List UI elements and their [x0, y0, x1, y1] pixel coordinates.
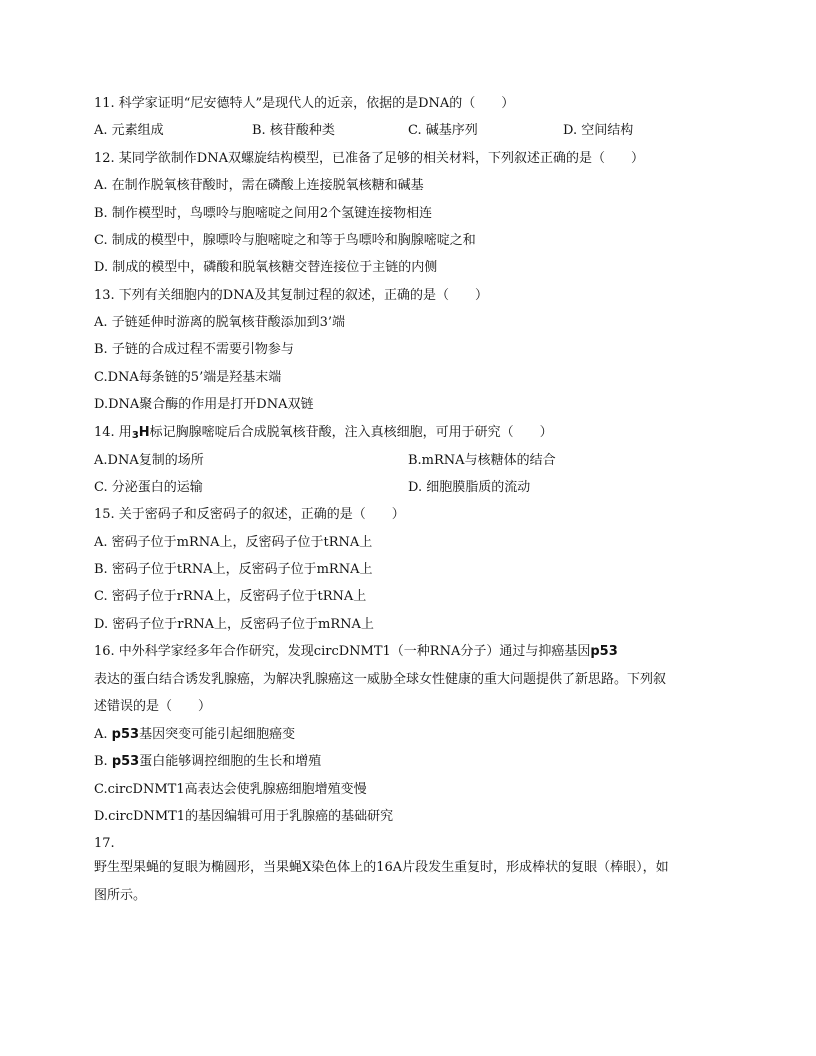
q17-text-line1: 野生型果蝇的复眼为椭圆形，当果蝇X染色体上的16A片段发生重复时，形成棒状的复眼（棒眼），如	[94, 860, 669, 875]
q14-isotope-element: H	[138, 425, 150, 440]
q14-option-b: B.mRNA与核糖体的结合	[408, 453, 556, 468]
q13-option-d: D.DNA聚合酶的作用是打开DNA双链	[94, 397, 314, 412]
q12-option-c: C. 制成的模型中，腺嘌呤与胞嘧啶之和等于鸟嘌呤和胸腺嘧啶之和	[94, 233, 476, 248]
q14-stem	[94, 424, 553, 445]
q11-option-d: D. 空间结构	[563, 123, 634, 138]
q14-isotope	[132, 425, 150, 440]
q11-option-a: A. 元素组成	[94, 123, 164, 138]
q14-stem-prefix: 14. 用	[94, 425, 132, 440]
q16-option-c: C.circDNMT1高表达会使乳腺癌细胞增殖变慢	[94, 782, 367, 797]
q13-option-c: C.DNA每条链的5’端是羟基末端	[94, 370, 282, 385]
q16-option-a-label: A.	[94, 727, 112, 742]
q16-option-a	[94, 726, 295, 744]
q12-option-d: D. 制成的模型中，磷酸和脱氧核糖交替连接位于主链的内侧	[94, 260, 438, 275]
q16-option-b-text: 蛋白能够调控细胞的生长和增殖	[139, 754, 322, 769]
q13-stem: 13. 下列有关细胞内的DNA及其复制过程的叙述，正确的是（ ）	[94, 288, 488, 303]
q13-option-b: B. 子链的合成过程不需要引物参与	[94, 342, 294, 357]
q15-option-a: A. 密码子位于mRNA上，反密码子位于tRNA上	[94, 535, 373, 550]
q16-option-b-label: B.	[94, 754, 112, 769]
q16-option-d: D.circDNMT1的基因编辑可用于乳腺癌的基础研究	[94, 809, 394, 824]
q14-stem-suffix: 标记胸腺嘧啶后合成脱氧核苷酸，注入真核细胞，可用于研究（ ）	[149, 425, 553, 440]
q14-option-a: A.DNA复制的场所	[94, 453, 204, 468]
q15-option-d: D. 密码子位于rRNA上，反密码子位于mRNA上	[94, 617, 374, 632]
q16-stem-line3: 述错误的是（ ）	[94, 699, 212, 714]
q16-option-b	[94, 753, 321, 771]
q15-option-b: B. 密码子位于tRNA上，反密码子位于mRNA上	[94, 562, 373, 577]
q12-option-a: A. 在制作脱氧核苷酸时，需在磷酸上连接脱氧核糖和碱基	[94, 178, 424, 193]
q14-isotope-mass: 3	[131, 430, 139, 441]
q16-stem-line1	[94, 643, 618, 661]
q17-text-line2: 图所示。	[94, 888, 147, 903]
q11-option-c: C. 碱基序列	[408, 123, 478, 138]
q16-gene: p53	[590, 644, 618, 659]
q15-option-c: C. 密码子位于rRNA上，反密码子位于tRNA上	[94, 589, 367, 604]
q17-number: 17.	[94, 836, 115, 851]
q16-option-a-gene: p53	[111, 727, 140, 742]
q11-option-b: B. 核苷酸种类	[252, 123, 335, 138]
q12-option-b: B. 制作模型时，鸟嘌呤与胞嘧啶之间用2个氢键连接物相连	[94, 206, 433, 221]
q15-stem: 15. 关于密码子和反密码子的叙述，正确的是（ ）	[94, 507, 405, 522]
q14-option-d: D. 细胞膜脂质的流动	[408, 480, 531, 495]
q12-stem: 12. 某同学欲制作DNA双螺旋结构模型，已准备了足够的相关材料，下列叙述正确的是（ ）	[94, 151, 644, 166]
q11-stem: 11. 科学家证明“尼安德特人”是现代人的近亲，依据的是DNA的（ ）	[94, 96, 515, 111]
q16-stem-text: 16. 中外科学家经多年合作研究，发现circDNMT1（一种RNA分子）通过与抑癌基因	[94, 644, 591, 659]
q14-option-c: C. 分泌蛋白的运输	[94, 480, 203, 495]
q16-option-a-text: 基因突变可能引起细胞癌变	[139, 727, 296, 742]
q13-option-a: A. 子链延伸时游离的脱氧核苷酸添加到3’端	[94, 315, 346, 330]
q16-stem-line2: 表达的蛋白结合诱发乳腺癌，为解决乳腺癌这一威胁全球女性健康的重大问题提供了新思路。下列叙	[94, 672, 667, 687]
q16-option-b-gene: p53	[111, 754, 140, 769]
